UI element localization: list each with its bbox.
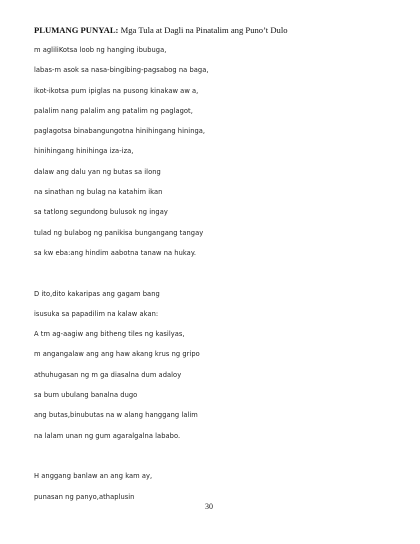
page-number: 30 bbox=[205, 502, 213, 511]
poem-line: m agliliKotsa loob ng hanging ibubuga, bbox=[34, 46, 167, 54]
running-header bbox=[34, 25, 288, 35]
stanza-break bbox=[34, 446, 394, 466]
stanza-1 bbox=[34, 40, 394, 263]
stanza-2 bbox=[34, 284, 394, 446]
stanza-break bbox=[34, 263, 394, 283]
poem-line: D ito,dito kakaripas ang gagam bang bbox=[34, 289, 160, 298]
poem-line: paglagotsa binabangungotna hinihingang hininga, bbox=[34, 127, 206, 136]
poem-line: athuhugasan ng m ga diasalna dum adaloy bbox=[34, 370, 182, 379]
poem-line: ang butas,binubutas na w alang hanggang lalim bbox=[34, 411, 198, 420]
poem-line: na lalam unan ng gum agaralgalna lababo. bbox=[34, 431, 181, 440]
poem-body bbox=[34, 40, 394, 507]
poem-line: dalaw ang dalu yan ng butas sa ilong bbox=[34, 167, 161, 176]
poem-line: m angangalaw ang ang haw akang krus ng gripo bbox=[34, 350, 200, 359]
poem-line: isusuka sa papadilim na kalaw akan: bbox=[34, 309, 159, 318]
poem-line: ikot-ikotsa pum ipiglas na pusong kinakaw aw a, bbox=[34, 86, 199, 95]
poem-line: na sinathan ng bulag na katahim ikan bbox=[34, 188, 163, 197]
poem-line: sa bum ubulang banalna dugo bbox=[34, 391, 138, 400]
poem-line: A tm ag-aagiw ang bitheng tiles ng kasilyas, bbox=[34, 330, 185, 339]
stanza-3 bbox=[34, 466, 394, 507]
header-title-rest: Mga Tula at Dagli na Pinatalim ang Puno’t Dulo bbox=[118, 25, 288, 35]
poem-line: tulad ng bulabog ng panikisa bungangang tangay bbox=[34, 228, 204, 237]
poem-line: H anggang banlaw an ang kam ay, bbox=[34, 472, 153, 481]
poem-line: sa tatlong segundong bulusok ng ingay bbox=[34, 208, 168, 217]
poem-line: palalim nang palalim ang patalim ng paglagot, bbox=[34, 106, 193, 115]
header-title-bold: PLUMANG PUNYAL: bbox=[34, 25, 119, 35]
poem-line: sa kw eba:ang hindim aabotna tanaw na hukay. bbox=[34, 248, 197, 257]
poem-line: labas-m asok sa nasa-bingibing-pagsabog na baga, bbox=[34, 66, 209, 75]
poem-line: hinihingang hinihinga iza-iza, bbox=[34, 147, 134, 156]
poem-line: punasan ng panyo,athaplusin bbox=[34, 492, 135, 501]
